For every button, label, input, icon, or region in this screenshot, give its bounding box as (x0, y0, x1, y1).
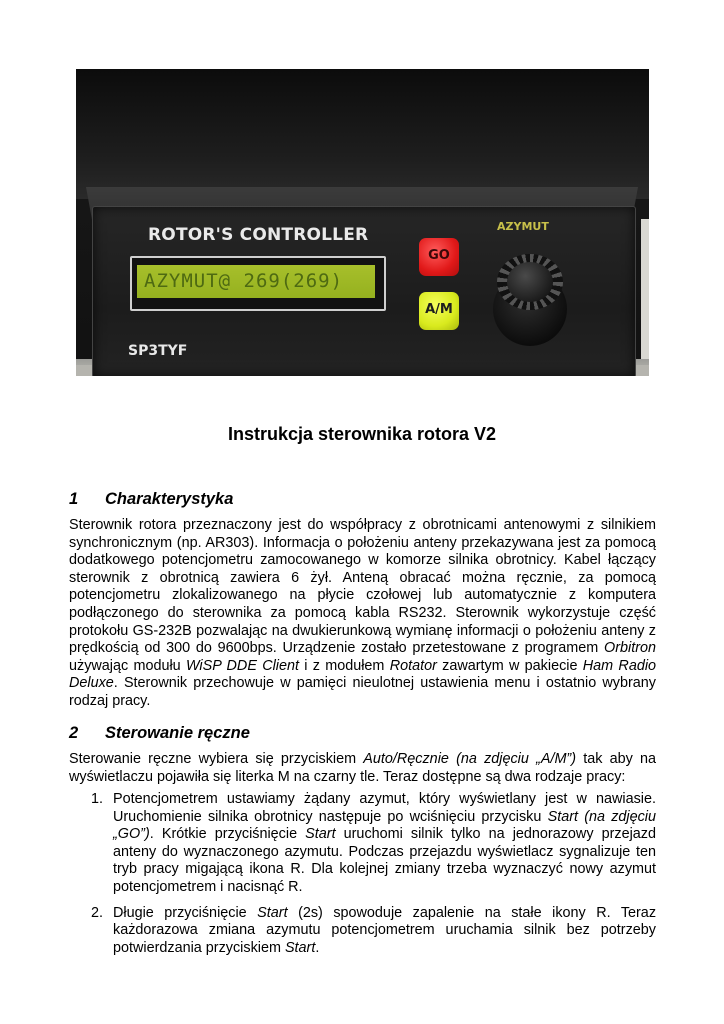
emphasis-text: Auto/Ręcznie (na zdjęciu „A/M”) (363, 751, 577, 767)
emphasis-text: Start (na zdjęciu „GO”) (113, 808, 657, 843)
list-text: uruchomi silnik tylko na jednorazowy przejazd anteny do wyznaczonego azymutu. Podczas przejazdu wyświetlacz sygnalizuje ten tryb pracy migającą ikona R. Dla kolejnej zmiany trzeba wyznaczyć nowy azymut potencjometrem i nacisnąć R. (113, 826, 656, 895)
photo-background (76, 69, 649, 199)
paragraph-text: używając modułu (69, 657, 181, 674)
section-number: 2 (69, 724, 79, 742)
list-item (69, 905, 656, 958)
emphasis-text: Rotator (389, 657, 437, 674)
paragraph-text: zawartym w pakiecie (442, 657, 578, 674)
list-text: Długie przyciśnięcie (113, 904, 247, 921)
paragraph-text: . Sterownik przechowuje w pamięci nieulotnej ustawienia menu i ostatnio wybrany rodzaj pracy. (69, 675, 656, 709)
list-number: 2. (91, 904, 104, 921)
azimuth-knob (487, 252, 573, 346)
emphasis-text: Ham Radio Deluxe (69, 657, 657, 692)
lcd-screen (137, 265, 375, 298)
paragraph-text: Sterowanie ręczne wybiera się przyciskiem (69, 751, 357, 767)
list-text: (2s) spowoduje zapalenie na stałe ikony R. Teraz każdorazowa zmiana azymutu potencjometrem uruchamia silnik bez potrzeby potwierdzania przyciskiem (113, 904, 657, 956)
section-2-intro (69, 751, 656, 786)
list-item (69, 791, 656, 897)
lcd-readout: AZYMUT@ 269(269) (144, 270, 344, 292)
section-number: 1 (69, 490, 79, 508)
emphasis-text: Start (284, 939, 316, 956)
section-1-paragraph (69, 517, 656, 711)
knob-label: AZYMUT (497, 220, 549, 233)
list-text: . Krótkie przyciśnięcie (149, 826, 298, 843)
section-title: Sterowanie ręczne (105, 724, 250, 742)
emphasis-text: WiSP DDE Client (185, 657, 299, 674)
device-callsign: SP3TYF (128, 343, 188, 359)
paragraph-text: tak aby na wyświetlaczu pojawiła się literka M na czarny tle. Teraz dostępne są dwa rodzaje pracy: (69, 751, 657, 785)
list-text: . (315, 939, 320, 956)
page-title: Instrukcja sterownika rotora V2 (227, 424, 497, 444)
list-text: Potencjometrem ustawiamy żądany azymut, który wyświetlany jest w nawiasie. Uruchomienie silnika obrotnicy następuje po wciśnięciu przycisku (113, 791, 656, 825)
lcd-display (130, 256, 386, 311)
paragraph-text: Sterownik rotora przeznaczony jest do współpracy z obrotnicami antenowymi z silnikiem synchronicznym (np. AR303). Informacja o położeniu anteny przekazywana jest za pomocą dodatkowego potencjometru zamocowanego w komorze silnika obrotnicy. Kabel łączący sterownik z obrotnicą zawiera 6 żył. Anteną obracać można ręcznie, za pomocą potencjometru zlokalizowanego na płycie czołowej lub automatycznie z komputera podłączonego do sterownika za pomocą kabla RS232. Sterownik wykorzystuje część protokołu GS-232B pozwalając na dwukierunkową wymianę informacji o położeniu anteny z prędkością od 300 do 9600bps. Urządzenie zostało przetestowane z programem (69, 517, 656, 657)
section-title: Charakterystyka (105, 490, 234, 508)
go-button-label: GO (428, 248, 450, 263)
photo-wall-gap (641, 219, 649, 359)
knob-cap (507, 262, 553, 302)
emphasis-text: Start (305, 826, 336, 843)
mode-list (69, 791, 656, 965)
device-title: ROTOR'S CONTROLLER (148, 225, 369, 245)
device-photo (76, 69, 649, 376)
go-button (419, 238, 459, 276)
emphasis-text: Start (257, 904, 288, 921)
am-button-label: A/M (425, 302, 453, 317)
section-1-heading (69, 490, 233, 509)
section-2-heading (69, 724, 250, 743)
emphasis-text: Orbitron (604, 640, 656, 657)
am-button (419, 292, 459, 330)
paragraph-text: i z modułem (304, 657, 385, 674)
list-number: 1. (91, 791, 104, 807)
